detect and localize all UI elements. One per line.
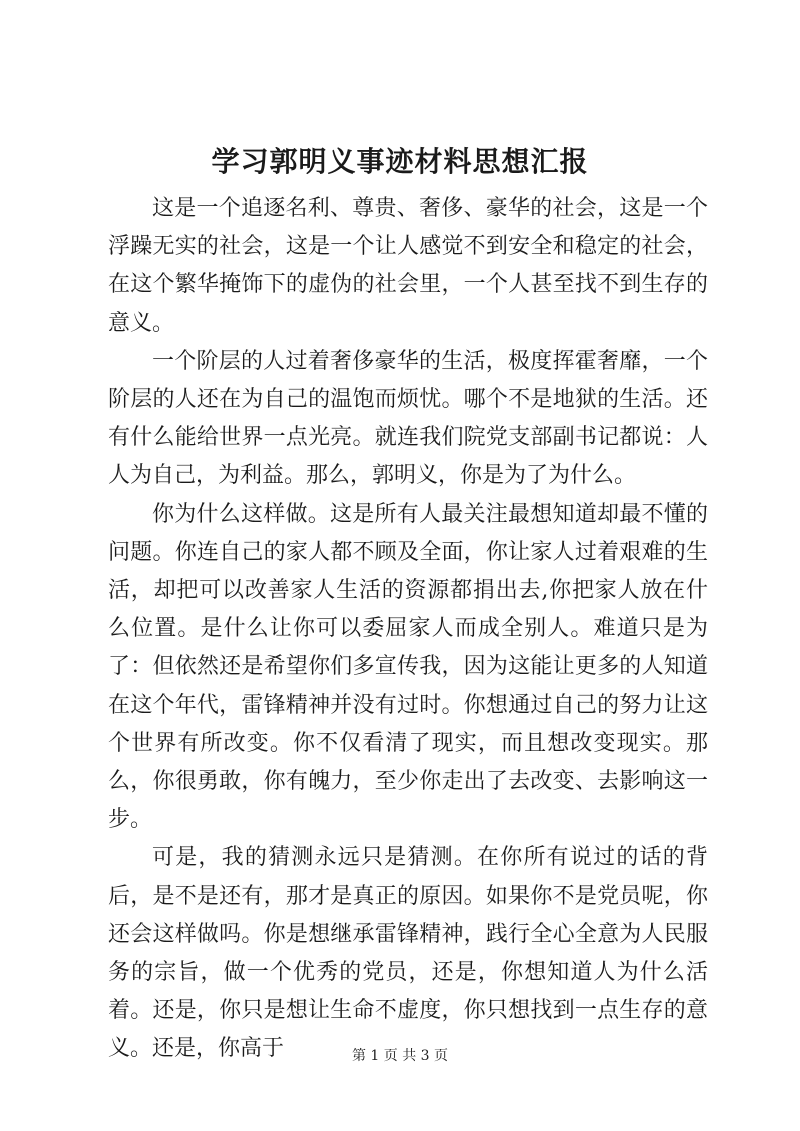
paragraph-2: 一个阶层的人过着奢侈豪华的生活，极度挥霍奢靡，一个阶层的人还在为自己的温饱而烦忧。哪个不是地狱的生活。还有什么能给世界一点光亮。就连我们院党支部副书记都说：人人为自己，为利益。那么，郭明义，你是为了为什么。 (108, 348, 708, 489)
paragraph-4: 可是，我的猜测永远只是猜测。在你所有说过的话的背后，是不是还有，那才是真正的原因。如果你不是党员呢，你还会这样做吗。你是想继承雷锋精神，践行全心全意为人民服务的宗旨，做一个优秀的党员，还是，你想知道人为什么活着。还是，你只是想让生命不虚度，你只想找到一点生存的意义。还是，你高于 (108, 845, 708, 1062)
paragraph-1: 这是一个追逐名利、尊贵、奢侈、豪华的社会，这是一个浮躁无实的社会，这是一个让人感觉不到安全和稳定的社会，在这个繁华掩饰下的虚伪的社会里，一个人甚至找不到生存的意义。 (108, 196, 708, 336)
paragraph-3: 你为什么这样做。这是所有人最关注最想知道却最不懂的问题。你连自己的家人都不顾及全面，你让家人过着艰难的生活，却把可以改善家人生活的资源都捐出去,你把家人放在什么位置。是什么让你可以委屈家人而成全别人。难道只是为了：但依然还是希望你们多宣传我，因为这能让更多的人知道在这个年代，雷锋精神并没有过时。你想通过自己的努力让这个世界有所改变。你不仅看清了现实，而且想改变现实。那么，你很勇敢，你有魄力，至少你走出了去改变、去影响这一步。 (108, 501, 708, 833)
document-body (108, 190, 708, 1069)
page-title: 学习郭明义事迹材料思想汇报 (211, 145, 589, 178)
page-footer: 第 1 页 共 3 页 (351, 1048, 449, 1064)
